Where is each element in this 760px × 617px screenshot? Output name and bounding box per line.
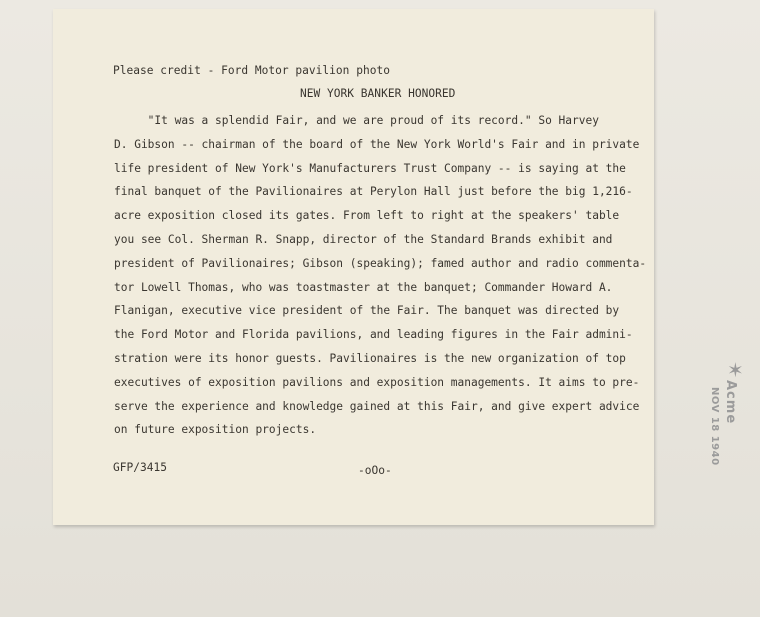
caption-line: executives of exposition pavilions and exposition managements. It aims to pre-	[114, 375, 640, 389]
caption-line: "It was a splendid Fair, and we are proud of its record." So Harvey	[114, 114, 599, 127]
stamp-date: NOV 18 1940	[709, 387, 720, 466]
credit-line: Please credit - Ford Motor pavilion photo	[113, 64, 390, 77]
caption-line: you see Col. Sherman R. Snapp, director of the Standard Brands exhibit and	[114, 232, 613, 246]
star-icon: ✶	[727, 358, 744, 382]
caption-line: the Ford Motor and Florida pavilions, and leading figures in the Fair admini-	[114, 328, 633, 342]
reference-code: GFP/3415	[113, 461, 168, 474]
caption-line: D. Gibson -- chairman of the board of the New York World's Fair and in private	[114, 137, 640, 151]
caption-line: Flanigan, executive vice president of the Fair. The banquet was directed by	[114, 304, 620, 318]
headline: NEW YORK BANKER HONORED	[300, 87, 456, 100]
caption-line: acre exposition closed its gates. From left to right at the speakers' table	[114, 209, 620, 223]
caption-line: serve the experience and knowledge gained at this Fair, and give expert advice	[114, 399, 640, 413]
caption-body	[114, 114, 646, 447]
caption-line: final banquet of the Pavilionaires at Perylon Hall just before the big 1,216-	[114, 185, 633, 199]
caption-line: life president of New York's Manufacturers Trust Company -- is saying at the	[114, 161, 626, 175]
caption-line: on future exposition projects.	[114, 423, 317, 437]
caption-line: tor Lowell Thomas, who was toastmaster at the banquet; Commander Howard A.	[114, 280, 613, 294]
caption-line: president of Pavilionaires; Gibson (speaking); famed author and radio commenta-	[114, 256, 647, 270]
stamp-agency: Acme	[723, 380, 738, 425]
end-mark: -oOo-	[358, 464, 392, 477]
caption-line: stration were its honor guests. Pavilionaires is the new organization of top	[114, 351, 626, 365]
